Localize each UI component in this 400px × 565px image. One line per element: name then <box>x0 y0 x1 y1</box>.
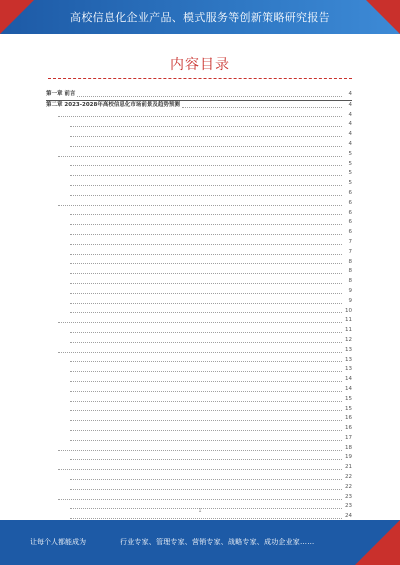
toc-dot-leader <box>70 342 342 343</box>
toc-entry[interactable] <box>46 346 352 356</box>
toc-entry[interactable] <box>46 375 352 385</box>
toc-entry-page: 4 <box>348 101 352 108</box>
toc-entry[interactable] <box>46 316 352 326</box>
footer-corner <box>355 520 400 565</box>
toc-entry-page: 21 <box>345 464 352 471</box>
toc-dot-leader <box>70 420 342 421</box>
toc-dot-leader <box>70 146 342 147</box>
toc-entry-page: 22 <box>345 483 352 490</box>
toc-entry[interactable] <box>46 473 352 483</box>
toc-entry-page: 16 <box>345 415 352 422</box>
toc-entry-page: 11 <box>345 327 352 334</box>
toc-entry-page: 14 <box>345 385 352 392</box>
toc-dot-leader <box>70 312 342 313</box>
toc-dot-leader <box>70 361 342 362</box>
toc-dot-leader <box>70 244 342 245</box>
toc-dot-leader <box>70 185 342 186</box>
toc-entry[interactable] <box>46 199 352 209</box>
toc-entry[interactable] <box>46 444 352 454</box>
toc-entry-page: 13 <box>345 356 352 363</box>
toc-entry-page: 22 <box>345 474 352 481</box>
toc-dot-leader <box>70 283 342 284</box>
toc-entry[interactable] <box>46 209 352 219</box>
report-header <box>0 0 400 34</box>
toc-entry[interactable] <box>46 179 352 189</box>
toc-entry-page: 15 <box>345 395 352 402</box>
toc-dot-leader <box>70 489 342 490</box>
footer-slogan-left: 让每个人都能成为 <box>30 538 86 546</box>
toc-entry[interactable] <box>46 463 352 473</box>
toc-entry-page: 13 <box>345 366 352 373</box>
toc-dot-leader <box>58 156 342 157</box>
header-corner-left <box>0 0 34 34</box>
toc-entry-page: 7 <box>348 248 352 255</box>
toc-entry[interactable] <box>46 169 352 179</box>
toc-entry[interactable] <box>46 434 352 444</box>
toc-dot-leader <box>70 263 342 264</box>
toc-entry-page: 19 <box>345 454 352 461</box>
toc-entry[interactable] <box>46 287 352 297</box>
toc-dot-leader <box>70 391 342 392</box>
report-footer <box>0 520 400 565</box>
toc-dot-leader <box>58 205 342 206</box>
toc-dot-leader <box>58 469 342 470</box>
toc-entry-page: 5 <box>348 160 352 167</box>
toc-dot-leader <box>70 234 342 235</box>
toc-entry-page: 16 <box>345 425 352 432</box>
toc-entry-page: 24 <box>345 513 352 520</box>
toc-entry-page: 4 <box>348 111 352 118</box>
toc-dot-leader <box>70 410 342 411</box>
toc-entry-page: 8 <box>348 258 352 265</box>
toc-entry[interactable] <box>46 248 352 258</box>
toc-entry[interactable] <box>46 90 352 100</box>
toc-entry[interactable] <box>46 100 352 111</box>
toc-dot-leader <box>58 352 342 353</box>
toc-dot-leader <box>70 430 342 431</box>
toc-entry-page: 10 <box>345 307 352 314</box>
toc-entry[interactable] <box>46 326 352 336</box>
toc-dot-leader <box>70 371 342 372</box>
toc-dot-leader <box>70 175 342 176</box>
toc-dot-leader <box>70 459 342 460</box>
toc-entry-page: 8 <box>348 278 352 285</box>
toc-entry[interactable] <box>46 414 352 424</box>
toc-dot-leader <box>58 322 342 323</box>
toc-dot-leader <box>58 499 342 500</box>
toc-dot-leader <box>77 96 342 97</box>
toc-entry-page: 15 <box>345 405 352 412</box>
toc-entry[interactable] <box>46 365 352 375</box>
toc-entry[interactable] <box>46 150 352 160</box>
page-number: 1 <box>198 508 202 514</box>
toc-entry-page: 23 <box>345 503 352 510</box>
toc-entry[interactable] <box>46 453 352 463</box>
toc-entry-page: 12 <box>345 336 352 343</box>
toc-entry[interactable] <box>46 130 352 140</box>
toc-entry[interactable] <box>46 493 352 503</box>
toc-dot-leader <box>70 273 342 274</box>
toc-dot-leader <box>70 254 342 255</box>
toc-dot-leader <box>70 518 342 519</box>
toc-dot-leader <box>70 224 342 225</box>
toc-dot-leader <box>70 165 342 166</box>
toc-entry-page: 5 <box>348 150 352 157</box>
footer-slogan-right: 行业专家、管理专家、营销专家、战略专家、成功企业家…… <box>120 538 315 546</box>
toc-dot-leader <box>70 303 342 304</box>
toc-entry-label: 第二章 2023-2028年高校信息化市场前景及趋势预测 <box>46 101 180 108</box>
toc-entry[interactable] <box>46 258 352 268</box>
toc-dot-leader <box>58 450 342 451</box>
toc-entry[interactable] <box>46 228 352 238</box>
toc-entry-page: 8 <box>348 268 352 275</box>
toc-dot-leader <box>70 293 342 294</box>
toc-dot-leader <box>70 381 342 382</box>
toc-entry-page: 6 <box>348 199 352 206</box>
toc-entry-page: 5 <box>348 180 352 187</box>
toc-entry[interactable] <box>46 424 352 434</box>
toc-entry[interactable] <box>46 189 352 199</box>
toc-dot-leader <box>70 214 342 215</box>
toc-entry-page: 4 <box>348 121 352 128</box>
toc-dot-leader <box>70 332 342 333</box>
toc-entry[interactable] <box>46 111 352 121</box>
toc-entry-page: 5 <box>348 170 352 177</box>
toc-entry[interactable] <box>46 385 352 395</box>
toc-entry-page: 13 <box>345 346 352 353</box>
toc-entry[interactable] <box>46 336 352 346</box>
toc-entry[interactable] <box>46 277 352 287</box>
toc-dot-leader <box>70 479 342 480</box>
toc-title: 内容目录 <box>170 57 230 73</box>
toc-entry[interactable] <box>46 297 352 307</box>
toc-entry-page: 7 <box>348 238 352 245</box>
toc-entry[interactable] <box>46 218 352 228</box>
toc-entry-page: 6 <box>348 209 352 216</box>
toc-entry[interactable] <box>46 238 352 248</box>
toc-entry-page: 9 <box>348 297 352 304</box>
toc-dot-leader <box>58 116 342 117</box>
toc-entry[interactable] <box>46 307 352 317</box>
toc-entry[interactable] <box>46 120 352 130</box>
toc-entry-page: 4 <box>348 91 352 97</box>
toc-entry-page: 4 <box>348 140 352 147</box>
toc-entry-page: 11 <box>345 317 352 324</box>
table-of-contents <box>46 90 352 532</box>
header-corner-right <box>366 0 400 34</box>
toc-dot-leader <box>70 126 342 127</box>
toc-entry-page: 9 <box>348 287 352 294</box>
toc-dot-leader <box>70 136 342 137</box>
toc-entry[interactable] <box>46 405 352 415</box>
toc-entry[interactable] <box>46 356 352 366</box>
toc-entry[interactable] <box>46 160 352 170</box>
toc-dot-leader <box>70 401 342 402</box>
toc-entry-label: 第一章 前言 <box>46 91 76 97</box>
report-title: 高校信息化企业产品、模式服务等创新策略研究报告 <box>70 11 330 24</box>
toc-dot-leader <box>182 107 342 108</box>
toc-entry[interactable] <box>46 483 352 493</box>
toc-entry-page: 23 <box>345 493 352 500</box>
toc-dot-leader <box>70 195 342 196</box>
toc-entry-page: 6 <box>348 229 352 236</box>
title-divider <box>48 78 352 79</box>
toc-dot-leader <box>70 440 342 441</box>
toc-entry-page: 4 <box>348 131 352 138</box>
toc-entry[interactable] <box>46 140 352 150</box>
toc-entry-page: 14 <box>345 376 352 383</box>
toc-entry-page: 6 <box>348 219 352 226</box>
toc-entry-page: 17 <box>345 434 352 441</box>
toc-entry-page: 18 <box>345 444 352 451</box>
toc-entry[interactable] <box>46 267 352 277</box>
toc-entry[interactable] <box>46 395 352 405</box>
toc-entry-page: 6 <box>348 189 352 196</box>
